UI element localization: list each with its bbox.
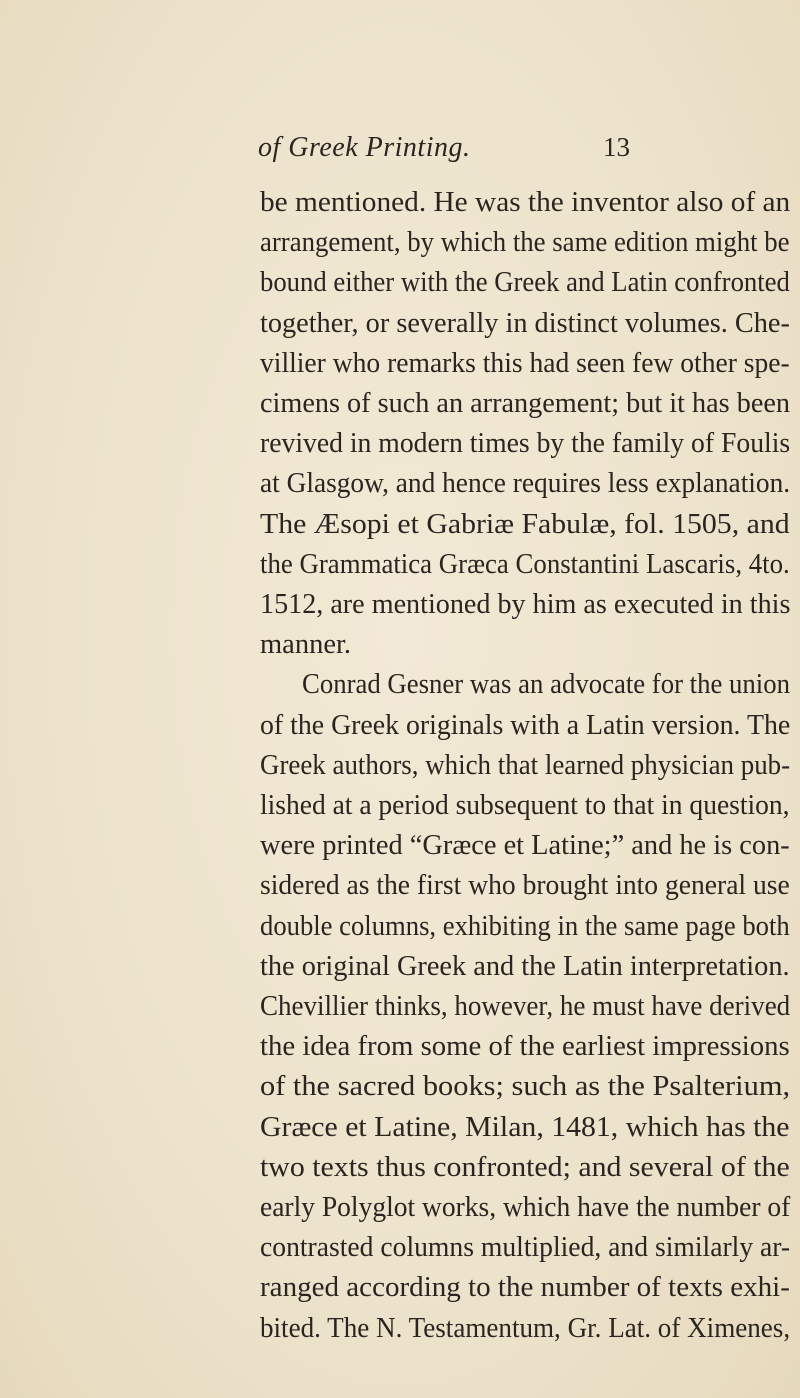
page-number: 13 xyxy=(603,132,630,162)
text-line-content: villier who remarks this had seen few other spe- xyxy=(260,347,790,379)
text-line-content: two texts thus confronted; and several of the xyxy=(260,1151,790,1183)
running-title: of Greek Printing. xyxy=(258,132,471,163)
text-line xyxy=(0,464,800,504)
text-line-content: be mentioned. He was the inventor also of an xyxy=(260,187,791,218)
text-line xyxy=(0,1188,800,1228)
text-line-content: sidered as the first who brought into general use xyxy=(260,870,790,902)
text-line xyxy=(0,384,800,424)
text-line xyxy=(0,1309,800,1349)
text-line-content: were printed “Græce et Latine;” and he is con- xyxy=(260,830,790,862)
text-line xyxy=(0,706,800,746)
text-line-content: the idea from some of the earliest impressions xyxy=(260,1031,790,1063)
text-line xyxy=(0,786,800,826)
text-line-content: double columns, exhibiting in the same page both xyxy=(260,910,790,942)
text-line xyxy=(0,545,800,585)
text-line-content: Chevillier thinks, however, he must have derived xyxy=(260,991,791,1022)
text-line xyxy=(0,746,800,786)
text-line xyxy=(0,1027,800,1067)
text-line xyxy=(0,1228,800,1268)
text-line xyxy=(0,866,800,906)
text-line-content: Greek authors, which that learned physician pub- xyxy=(260,749,791,781)
text-line xyxy=(0,505,800,545)
text-line-content: ranged according to the number of texts exhi- xyxy=(260,1272,790,1304)
text-line xyxy=(0,826,800,866)
text-line-content: manner. xyxy=(260,629,352,661)
text-line-content: early Polyglot works, which have the number of xyxy=(260,1192,791,1223)
text-line-content: bound either with the Greek and Latin confronted xyxy=(260,267,790,299)
text-line-content: the Grammatica Græca Constantini Lascaris, 4to. xyxy=(260,548,790,580)
text-line xyxy=(0,1108,800,1148)
text-line xyxy=(0,987,800,1027)
text-line xyxy=(0,1067,800,1107)
text-line-content: at Glasgow, and hence requires less explanation. xyxy=(260,468,791,500)
text-line xyxy=(0,263,800,303)
text-line-content: revived in modern times by the family of Foulis xyxy=(260,428,791,460)
text-line-content: Græce et Latine, Milan, 1481, which has the xyxy=(260,1111,790,1143)
text-line xyxy=(0,947,800,987)
text-line xyxy=(0,907,800,947)
text-line xyxy=(0,1268,800,1308)
text-line-content: of the Greek originals with a Latin version. The xyxy=(260,709,791,741)
text-line-content: arrangement, by which the same edition might be xyxy=(260,227,790,259)
text-line-content: lished at a period subsequent to that in question, xyxy=(260,790,790,821)
text-line-content: cimens of such an arrangement; but it has been xyxy=(260,388,791,419)
text-line-content: the original Greek and the Latin interpretation. xyxy=(260,950,790,982)
text-line xyxy=(0,424,800,464)
text-line-content: 1512, are mentioned by him as executed in this xyxy=(260,589,791,620)
text-line-content: together, or severally in distinct volumes. Che- xyxy=(260,307,790,339)
text-line xyxy=(0,223,800,263)
text-line-content: The Æsopi et Gabriæ Fabulæ, fol. 1505, and xyxy=(260,508,790,540)
text-line xyxy=(0,183,800,223)
text-line xyxy=(0,625,800,665)
text-line-content: of the sacred books; such as the Psalterium, xyxy=(260,1071,791,1103)
text-line xyxy=(0,1148,800,1188)
text-line xyxy=(0,585,800,625)
text-line xyxy=(0,304,800,344)
text-line-content: bited. The N. Testamentum, Gr. Lat. of Ximenes, xyxy=(260,1312,791,1344)
page-header xyxy=(0,132,800,172)
text-line-content: contrasted columns multiplied, and similarly ar- xyxy=(260,1232,791,1264)
text-line xyxy=(0,665,800,705)
text-line-content: Conrad Gesner was an advocate for the union xyxy=(302,669,790,701)
text-line xyxy=(0,344,800,384)
